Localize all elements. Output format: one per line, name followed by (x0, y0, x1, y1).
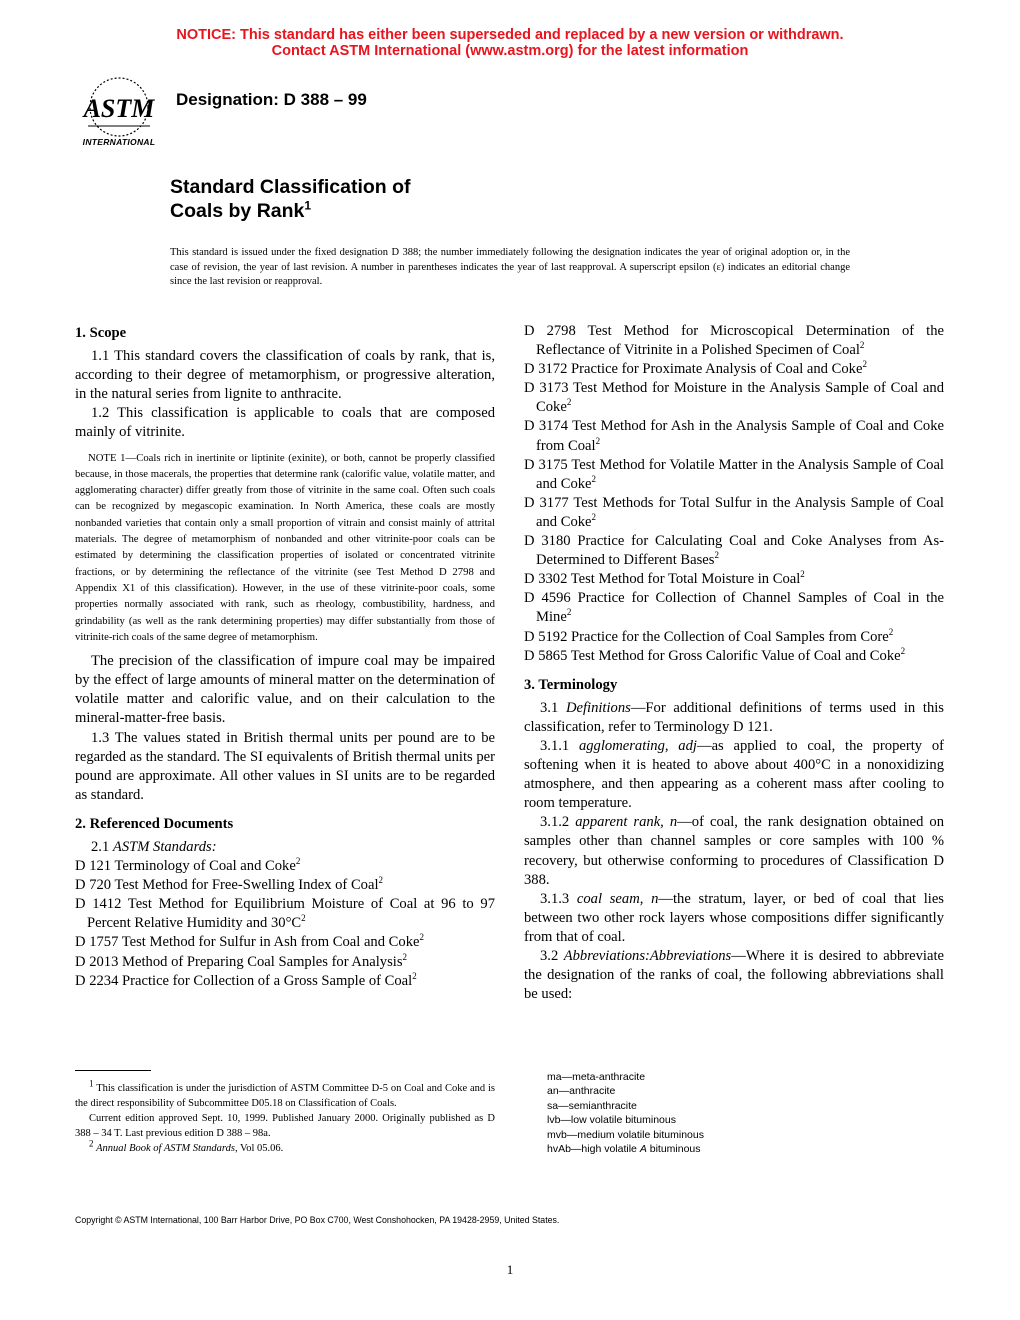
section-heading-referenced: 2. Referenced Documents (75, 815, 234, 832)
abbrev-item: mvb—medium volatile bituminous (547, 1128, 704, 1141)
logo-text: ASTM (83, 94, 155, 123)
page-number: 1 (506, 1262, 514, 1277)
abbrev-item: sa—semianthracite (547, 1099, 637, 1112)
left-column (75, 322, 495, 991)
footnote-marker[interactable]: 2 (888, 626, 894, 637)
footnote-marker[interactable]: 2 (859, 340, 865, 351)
reference-item: D 2234 Practice for Collection of a Gross Sample of Coal$^2$ (75, 970, 417, 989)
abbrev-item: ma—meta-anthracite (547, 1071, 646, 1083)
reference-item: D 3175 Test Method for Volatile Matter in the Analysis Sample of Coal and Coke$^2$ (524, 456, 944, 492)
note-1: NOTE 1—Coals rich in inertinite or liptinite (exinite), or both, cannot be properly classified because, in those macerals, the properties that determine rank (calorific value, volatile matter, and agglomerating character) differ greatly from those of vitrinite in the same coal. Often such coals can be recognized by megascopic examination. In North America, these coals are mostly nonbanded varieties that contain only a small proportion of vitrain and consist mainly of attrital materials. The degree of metamorphism of nonbanded and other vitrinite-poor coals can be estimated by determining the classification properties of isolated or concentrated vitrinite fractions, or by determining the reflectance of the vitrinite (see Test Method D 2798 and Appendix X1 of this classification). However, in the use of these vitrinite-poor coals, some properties normally associated with rank, such as rheology, combustibility, hardness, and grindability (as well as the rank determining properties) may differ substantially from those of vitrinite-rich coals of the same degree of metamorphism. (75, 451, 495, 643)
footnote-marker[interactable]: 2 (591, 512, 597, 523)
designation: Designation: D 388 – 99 (176, 90, 367, 109)
footnote-marker[interactable]: 2 (419, 932, 424, 943)
footnote-marker[interactable]: 2 (800, 569, 805, 580)
paragraph-3-1: 3.1 Definitions—For additional definitions of terms used in this classification, refer to Terminology D 121. (524, 699, 944, 735)
footnote-divider (75, 1070, 151, 1071)
reference-item: D 5865 Test Method for Gross Calorific Value of Coal and Coke$^2$ (524, 645, 906, 664)
paragraph-1-3: 1.3 The values stated in British thermal units per pound are to be regarded as the standard. The SI equivalents of British thermal units per pound are approximate. All other values in SI units are to be regarded as standard. (75, 729, 495, 803)
notice-line-1: NOTICE: This standard has either been superseded and replaced by a new version or withdrawn. (176, 27, 844, 43)
abbrev-item: hvAb—high volatile A bituminous (547, 1143, 701, 1156)
footnote-marker[interactable]: 2 (714, 550, 719, 561)
footnote-marker[interactable]: 2 (566, 607, 572, 618)
reference-item: D 121 Terminology of Coal and Coke$^2$ (75, 856, 301, 875)
footnote-marker[interactable]: 2 (900, 645, 906, 656)
paragraph-3-2: 3.2 Abbreviations:Abbreviations—Where it is desired to abbreviate the designation of the ranks of coal, the following abbreviations shall be used: (524, 948, 944, 1003)
notice-line-2: Contact ASTM International (www.astm.org) for the latest information (271, 43, 749, 59)
footnote-1b: Current edition approved Sept. 10, 1999. Published January 2000. Originally published as D 388 – 34 T. Last previous edition D 388 – 98a. (75, 1113, 495, 1140)
astm-logo-icon (78, 76, 160, 138)
footnote-marker[interactable]: 2 (295, 856, 301, 867)
footnote-marker[interactable]: 2 (591, 473, 597, 484)
reference-item: D 3302 Test Method for Total Moisture in Coal$^2$ (524, 569, 805, 588)
paragraph-3-1-1: 3.1.1 agglomerating, adj—as applied to coal, the property of softening when it is heated to above about 400°C in a nonoxidizing atmosphere, and then appearing as a coherent mass after cooling to room temperature. (524, 737, 944, 812)
section-heading-terminology: 3. Terminology (524, 676, 618, 693)
logo-subtext: INTERNATIONAL (82, 137, 156, 147)
reference-item: D 1757 Test Method for Sulfur in Ash from Coal and Coke$^2$ (75, 932, 424, 951)
right-column (524, 322, 944, 1004)
paragraph-3-1-2: 3.1.2 apparent rank, n—of coal, the rank designation obtained on samples other than channel samples or core samples with 100 % recovery, but otherwise conforming to procedures of Classification D 388. (524, 814, 944, 888)
reference-item: D 2013 Method of Preparing Coal Samples for Analysis$^2$ (75, 951, 408, 970)
paragraph-1-2: 1.2 This classification is applicable to coals that are composed mainly of vitrinite. (75, 405, 495, 441)
reference-item: D 3172 Practice for Proximate Analysis of Coal and Coke$^2$ (524, 359, 867, 378)
paragraph-3-1-3: 3.1.3 coal seam, n—the stratum, layer, or bed of coal that lies between two other rock layers whose compositions differ significantly from that of coal. (524, 890, 944, 945)
document-title (170, 175, 411, 223)
abbrev-item: lvb—low volatile bituminous (547, 1114, 676, 1127)
paragraph-1-1: 1.1 This standard covers the classification of coals by rank, that is, according to their degree of metamorphism, or progressive alteration, in the natural series from lignite to anthracite. (75, 348, 495, 403)
reference-item: D 4596 Practice for Collection of Channel Samples of Coal in the Mine$^2$ (524, 590, 944, 626)
reference-item: D 3180 Practice for Calculating Coal and Coke Analyses from As-Determined to Different Bases$^2$ (524, 533, 944, 569)
title-footnote-marker[interactable]: 1 (304, 198, 312, 213)
reference-item: D 3174 Test Method for Ash in the Analysis Sample of Coal and Coke from Coal$^2$ (524, 418, 944, 454)
section-heading-scope: 1. Scope (75, 325, 127, 341)
title-line-2: Coals by Rank$^1$ (170, 198, 312, 222)
footnotes (75, 1078, 496, 1156)
paragraph-precision: The precision of the classification of impure coal may be impaired by the effect of large amounts of mineral matter on the determination of volatile matter and calorific value, and on their calculation to the mineral-matter-free basis. (75, 653, 495, 727)
footnote-marker[interactable]: 2 (595, 435, 601, 446)
issued-note: This standard is issued under the fixed designation D 388; the number immediately following the designation indicates the year of original adoption or, in the case of revision, the year of last revision. A number in parentheses indicates the year of last reapproval. A superscript epsilon (ε) indicates an editorial change since the last revision or reapproval. (170, 247, 850, 287)
footnote-marker[interactable]: 2 (402, 951, 408, 962)
footnote-marker[interactable]: 2 (862, 359, 867, 370)
astm-logo (78, 76, 160, 150)
paragraph-2-1: 2.1 ASTM Standards: (91, 838, 217, 855)
reference-item: D 3177 Test Methods for Total Sulfur in the Analysis Sample of Coal and Coke$^2$ (524, 494, 944, 530)
reference-list-right (524, 322, 944, 666)
copyright: Copyright © ASTM International, 100 Barr Harbor Drive, PO Box C700, West Conshohocken, PA 19428-2959, United States. (75, 1215, 560, 1225)
reference-item: D 1412 Test Method for Equilibrium Moisture of Coal at 96 to 97 Percent Relative Humidity and $30^\circ C^2$ (75, 896, 495, 932)
footnote-marker[interactable]: 2 (566, 397, 572, 408)
reference-item: D 720 Test Method for Free-Swelling Index of Coal$^2$ (75, 875, 384, 894)
footnote-1: $^1$ This classification is under the jurisdiction of ASTM Committee D-5 on Coal and Coke and is the direct responsibility of Subcommittee D05.18 on Classification of Coals. (75, 1078, 496, 1110)
footnote-marker[interactable]: 2 (412, 970, 417, 981)
footnote-marker[interactable]: 2 (301, 913, 306, 924)
footnote-marker[interactable]: 2 (378, 875, 384, 886)
abbrev-item: an—anthracite (547, 1085, 616, 1098)
notice-banner (0, 27, 1020, 59)
reference-item: D 5192 Practice for the Collection of Coal Samples from Core$^2$ (524, 626, 894, 645)
reference-list-left (75, 857, 495, 991)
abbreviation-list (547, 1070, 704, 1156)
reference-item: D 2798 Test Method for Microscopical Determination of the Reflectance of Vitrinite in a Polished Specimen of Coal$^2$ (524, 323, 944, 359)
title-line-1: Standard Classification of (170, 176, 411, 198)
footnote-2: $^2$ Annual Book of ASTM Standards, Vol 05.06. (89, 1138, 284, 1155)
reference-item: D 3173 Test Method for Moisture in the Analysis Sample of Coal and Coke$^2$ (524, 380, 944, 416)
